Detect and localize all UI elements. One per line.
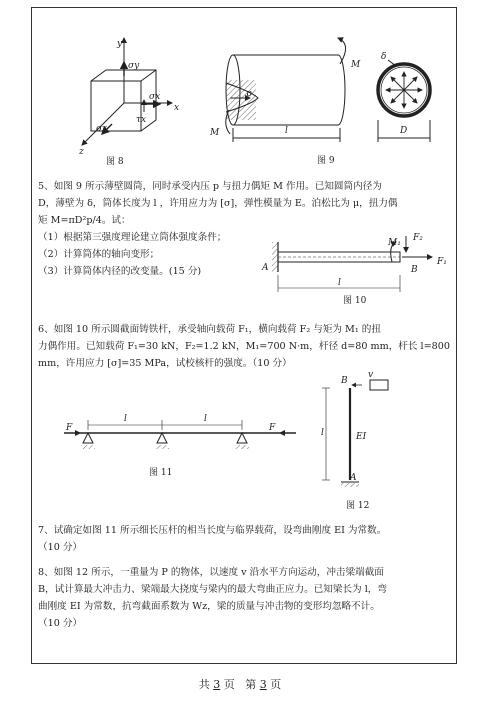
fig10-l-label: l: [338, 278, 341, 288]
footer-page-label: 第: [245, 678, 257, 691]
q5-line: 矩 M=πD²p/4。试：: [38, 215, 131, 226]
fig12-column: [322, 380, 388, 487]
q6-line: 6、如图 10 所示圆截面铸铁杆，承受轴向载荷 F₁，横向载荷 F₂ 与矩为 M₁ 的扭: [38, 324, 381, 335]
fig11-F-right: F: [269, 423, 276, 433]
footer-total-pages: 3: [213, 678, 221, 691]
fig12-v-label: v: [368, 370, 374, 380]
fig8-y-label: y: [117, 39, 123, 49]
fig10-M1-label: M₁: [388, 238, 401, 248]
q5-line: （2）计算筒体的轴向变形；: [38, 249, 160, 260]
q8-line: 曲刚度 EI 为常数，抗弯截面系数为 Wz，梁的质量与冲击物的变形均忽略不计。: [38, 601, 380, 612]
page-footer: [0, 676, 480, 692]
fig11-l1-label: l: [124, 414, 127, 424]
fig9-M-right: M: [351, 60, 361, 70]
fig8-sigma-z: σz: [96, 124, 107, 134]
question-6: [38, 321, 450, 372]
fig8-tau-x: τx: [136, 115, 147, 125]
fig11-F-left: F: [66, 423, 73, 433]
q5-line: （3）计算筒体内径的改变量。(15 分): [38, 266, 202, 277]
fig10-B-label: B: [411, 265, 418, 275]
fig10-A-label: A: [262, 263, 269, 273]
question-7: [38, 522, 450, 556]
fig11-l2-label: l: [204, 414, 207, 424]
fig12-caption: 图 12: [346, 501, 370, 511]
fig12-A-label: A: [350, 473, 357, 483]
fig8-x-label: x: [174, 103, 180, 113]
fig8-sigma-y: σy: [128, 61, 140, 71]
q7-line: 7、试确定如图 11 所示细长压杆的相当长度与临界载荷，设弯曲刚度 EI 为常数。: [38, 525, 387, 536]
footer-page-unit2: 页: [270, 678, 282, 691]
fig12-B-label: B: [341, 376, 348, 386]
q8-line: B，试计算最大冲击力、梁端最大挠度与梁内的最大弯曲正应力。已知梁长为 l，弯: [38, 584, 387, 595]
fig9-caption: 图 9: [317, 156, 335, 166]
fig8-caption: 图 8: [106, 157, 124, 167]
q5-line: （1）根据第三强度理论建立筒体强度条件；: [38, 232, 227, 243]
q5-line: D，薄壁为 δ，筒体长度为 l ，许用应力为 [σ]，弹性模量为 E。泊松比为 μ，扭力偶: [38, 198, 398, 209]
fig10-F2-label: F₂: [413, 233, 423, 243]
fig8-z-label: z: [79, 147, 84, 157]
footer-current-page: 3: [259, 678, 267, 691]
q6-line: 力偶作用。已知载荷 F₁=30 kN，F₂=1.2 kN，M₁=700 N·m，杆径 d=80 mm，杆长 l=800: [38, 341, 450, 352]
question-8: [38, 564, 450, 632]
fig9-p-label: p: [246, 89, 252, 99]
q5-line: 5、如图 9 所示薄壁圆筒，同时承受内压 p 与扭力偶矩 M 作用。已知圆筒内径为: [38, 181, 382, 192]
q6-line: mm，许用应力 [σ]=35 MPa，试校核杆的强度。（10 分）: [38, 358, 292, 369]
footer-total-label: 共: [198, 678, 210, 691]
fig8-sigma-x: σx: [149, 92, 161, 102]
fig11-beam: [64, 420, 296, 449]
fig10-F1-label: F₁: [437, 257, 447, 267]
footer-page-unit1: 页: [223, 678, 235, 691]
fig12-l-label: l: [321, 428, 324, 438]
q8-line: （10 分）: [38, 618, 83, 629]
fig9-M-left: M: [210, 128, 220, 138]
fig11-caption: 图 11: [149, 468, 173, 478]
q8-line: 8、如图 12 所示，一重量为 P 的物体，以速度 v 沿水平方向运动，冲击梁端截面: [38, 567, 384, 578]
fig9-D-label: D: [400, 126, 408, 136]
question-5: [38, 178, 450, 280]
fig10-caption: 图 10: [343, 296, 367, 306]
q7-line: （10 分）: [38, 542, 83, 553]
fig9-l-label: l: [285, 126, 288, 136]
fig9-delta-label: δ: [381, 52, 387, 62]
fig12-EI-label: EI: [356, 432, 367, 442]
